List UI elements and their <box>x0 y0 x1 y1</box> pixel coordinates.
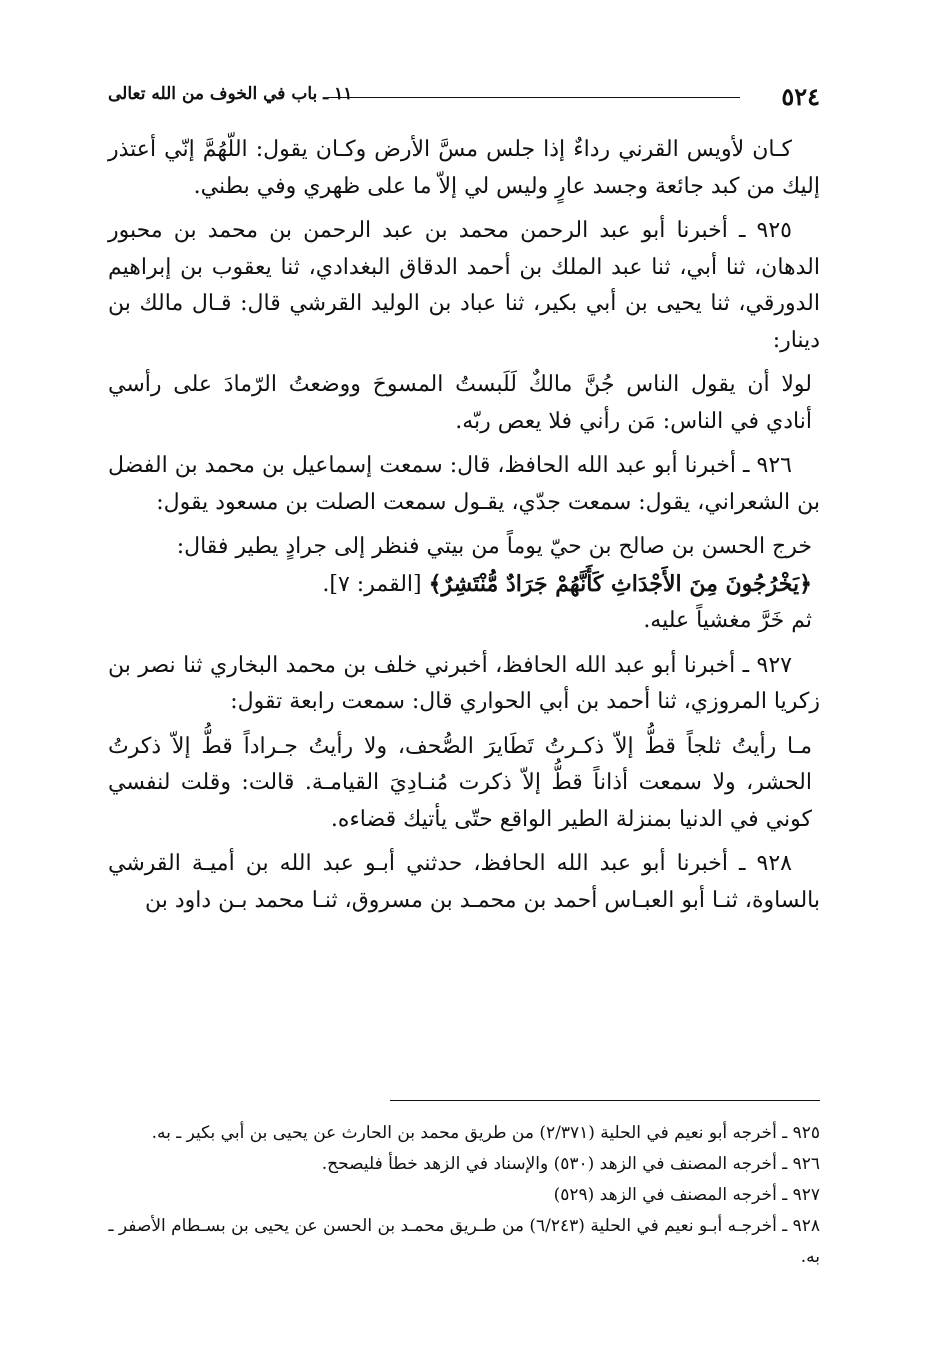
footnote-926: ٩٢٦ ـ أخرجه المصنف في الزهد (٥٣٠) والإسناد في الزهد خطأ فليصحح. <box>321 1154 820 1174</box>
hadith-928: ٩٢٨ ـ أخبرنا أبو عبد الله الحافظ، حدثني أبـو عبد الله بن أميـة القرشي بالساوة، ثنـا أبو العبـاس أحمد بن محمـد بن مسروق، ثنـا محمد بـن داود بن <box>108 851 820 913</box>
footnote-927: ٩٢٧ ـ أخرجه المصنف في الزهد (٥٢٩) <box>553 1185 820 1205</box>
footnote-928: ٩٢٨ ـ أخرجـه أبـو نعيم في الحلية (٦/٢٤٣) من طـريق محمـد بن الحسن عن يحيى بن بسـطام الأصفر ـ به. <box>108 1216 820 1267</box>
quran-verse: ﴿يَخْرُجُونَ مِنَ الأَجْدَاثِ كَأَنَّهُمْ جَرَادٌ مُّنْتَشِرٌ﴾ <box>428 570 812 597</box>
hadith-925: ٩٢٥ ـ أخبرنا أبو عبد الرحمن محمد بن عبد الرحمن بن محمد بن محبور الدهان، ثنا أبي، ثنا عبد الملك بن أحمد الدقاق البغدادي، ثنا يعقوب بن إبراهيم الدورقي، ثنا يحيى بن أبي بكير، ثنا عباد بن الوليد القرشي قال: قـال مالك بن دينار: <box>108 218 820 353</box>
footnote-separator <box>390 1100 820 1101</box>
footnote-925: ٩٢٥ ـ أخرجه أبو نعيم في الحلية (٢/٣٧١) من طريق محمد بن الحارث عن يحيى بن أبي بكير ـ به. <box>151 1123 820 1143</box>
main-text <box>108 132 820 919</box>
chapter-title: ١١ ـ باب في الخوف من الله تعالى <box>108 84 353 104</box>
running-header <box>108 78 820 114</box>
quran-citation: [القمر: ٧]. <box>322 571 422 597</box>
hadith-927: ٩٢٧ ـ أخبرنا أبو عبد الله الحافظ، أخبرني خلف بن محمد البخاري ثنا نصر بن زكريا المروزي، ثنا أحمد بن أبي الحواري قال: سمعت رابعة تقول: <box>108 652 820 714</box>
quote-line: خرج الحسن بن صالح بن حيّ يوماً من بيتي فنظر إلى جرادٍ يطير فقال: <box>176 534 812 559</box>
header-rule <box>328 97 740 98</box>
quote-rabia: مـا رأيتُ ثلجاً قطُّ إلاّ ذكـرتُ تَطَايرَ الصُّحف، ولا رأيتُ جـراداً قطُّ إلاّ ذكرتُ الحشر، ولا سمعت أذاناً قطُّ إلاّ ذكرت مُنـادِيَ القيامـة. قالت: وقلت لنفسي كوني في الدنيا بمنزلة الطير الواقع حتّى يأتيك قضاءه. <box>108 733 812 832</box>
hadith-926: ٩٢٦ ـ أخبرنا أبو عبد الله الحافظ، قال: سمعت إسماعيل بن محمد بن الفضل بن الشعراني، يقول: سمعت جدّي، يقـول سمعت الصلت بن مسعود يقول: <box>108 453 820 515</box>
footnotes <box>108 1118 820 1273</box>
paragraph-uways: كـان لأويس القرني رداءٌ إذا جلس مسَّ الأرض وكـان يقول: اللّهُمَّ إنّي أعتذر إليك من كبد جائعة وجسد عارٍ وليس لي إلاّ ما على ظهري وفي بطني. <box>108 137 820 199</box>
quote-malik-bin-dinar: لولا أن يقول الناس جُنَّ مالكٌ لَلَبستُ المسوحَ ووضعتُ الرّمادَ على رأسي أنادي في الناس: مَن رأني فلا يعص ربّه. <box>108 372 812 434</box>
quran-verse-line <box>108 566 812 604</box>
page-number: ٥٢٤ <box>781 82 820 111</box>
quote-hasan-bin-salih <box>108 529 820 640</box>
quote-line: ثم خَرَّ مغشياً عليه. <box>643 608 812 633</box>
